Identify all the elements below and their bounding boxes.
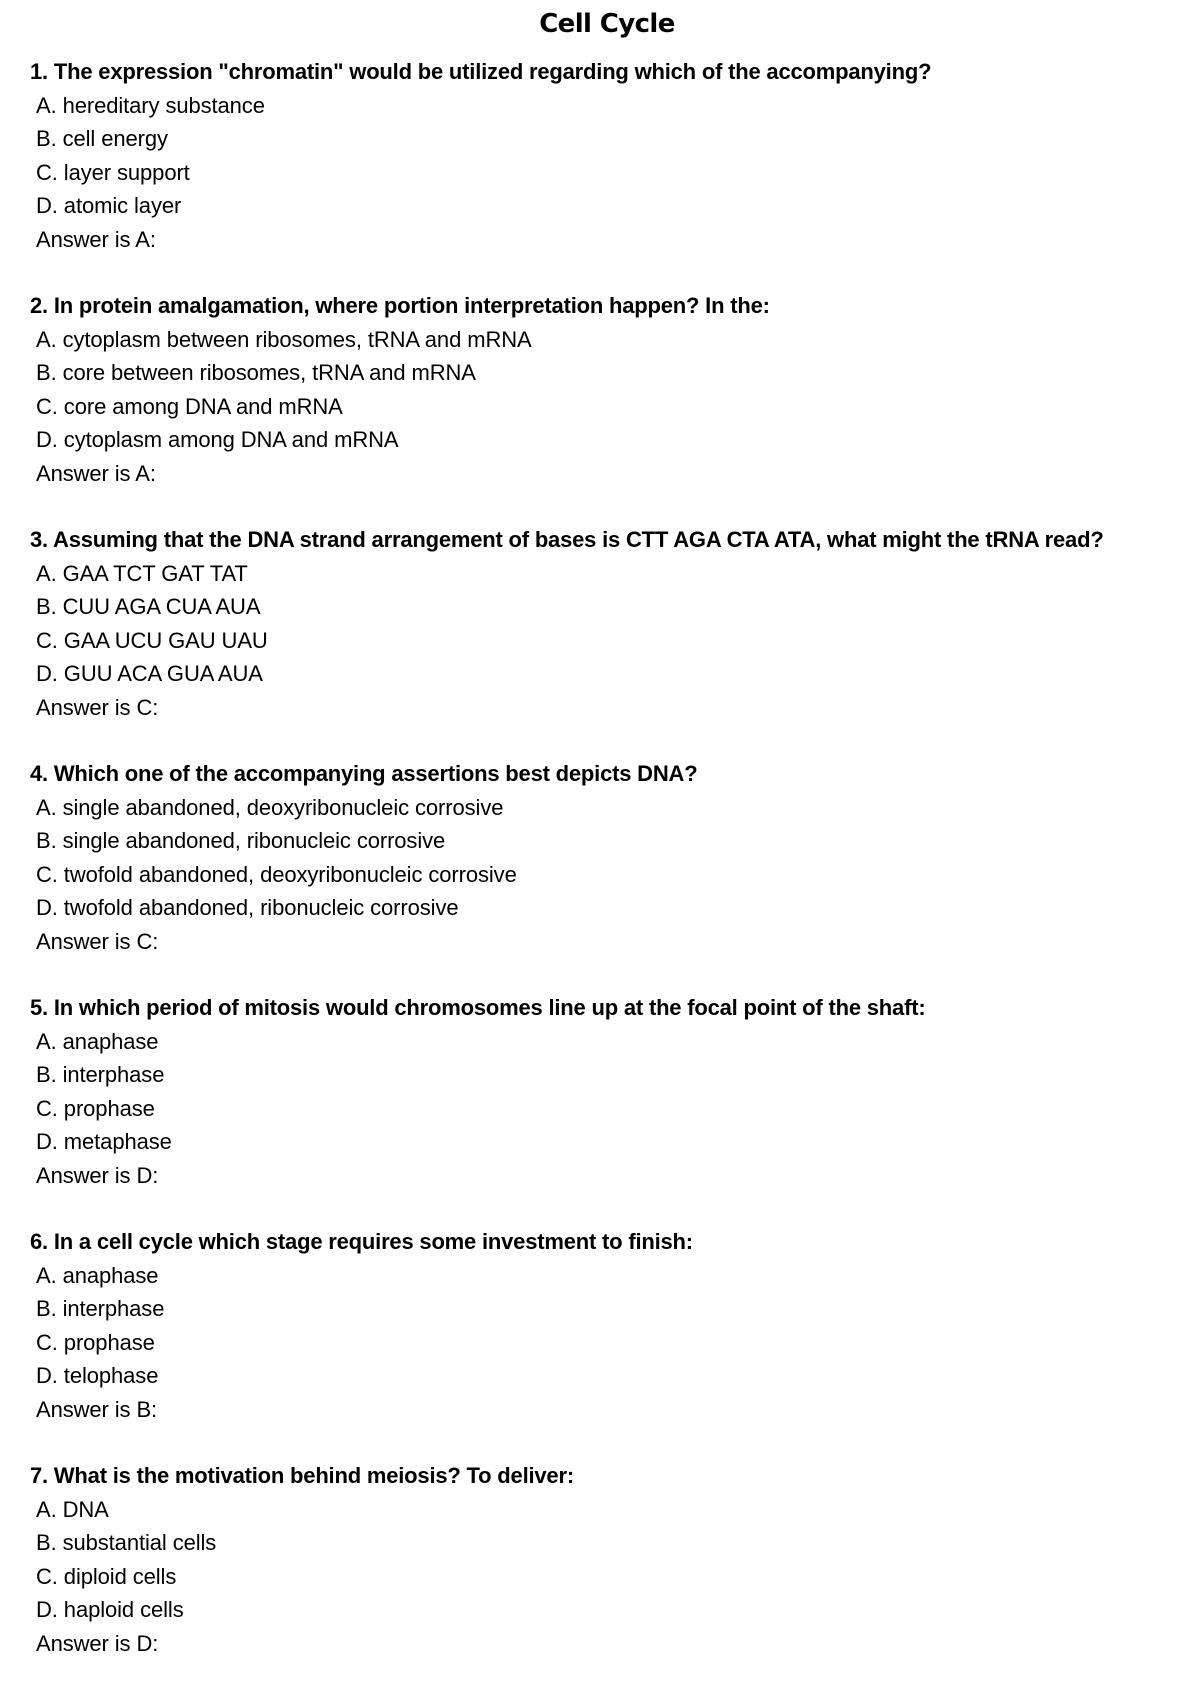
option-c: C. GAA UCU GAU UAU (36, 627, 268, 653)
option-c: C. prophase (36, 1095, 155, 1121)
question-prompt: 3. Assuming that the DNA strand arrangement of bases is CTT AGA CTA ATA, what might the tRNA read? (30, 527, 1104, 552)
answer-line: Answer is D: (36, 1630, 159, 1656)
question-prompt: 2. In protein amalgamation, where portion interpretation happen? In the: (30, 293, 770, 318)
question-prompt: 1. The expression "chromatin" would be utilized regarding which of the accompanying? (30, 59, 932, 84)
question-prompt: 4. Which one of the accompanying assertions best depicts DNA? (30, 761, 698, 786)
answer-line: Answer is A: (36, 460, 156, 486)
question-list (30, 55, 1195, 1693)
option-c: C. layer support (36, 159, 190, 185)
option-b: B. substantial cells (36, 1530, 217, 1555)
question-1 (30, 55, 1195, 256)
answer-line: Answer is C: (36, 928, 159, 954)
option-b: B. interphase (36, 1062, 165, 1087)
option-c: C. twofold abandoned, deoxyribonucleic corrosive (36, 861, 517, 887)
option-a: A. hereditary substance (36, 92, 265, 118)
page-title: Cell Cycle (539, 9, 675, 39)
option-d: D. telophase (36, 1363, 159, 1388)
question-6 (30, 1225, 1195, 1426)
option-b: B. single abandoned, ribonucleic corrosive (36, 828, 446, 853)
question-2 (30, 289, 1195, 490)
option-a: A. single abandoned, deoxyribonucleic corrosive (36, 794, 504, 820)
option-d: D. metaphase (36, 1129, 172, 1154)
question-3 (30, 523, 1195, 724)
option-b: B. core between ribosomes, tRNA and mRNA (36, 360, 476, 385)
question-prompt: 5. In which period of mitosis would chromosomes line up at the focal point of the shaft: (30, 995, 926, 1020)
option-a: A. cytoplasm between ribosomes, tRNA and mRNA (36, 326, 532, 352)
option-d: D. GUU ACA GUA AUA (36, 661, 263, 686)
answer-line: Answer is B: (36, 1396, 158, 1422)
option-b: B. CUU AGA CUA AUA (36, 594, 261, 619)
option-b: B. cell energy (36, 126, 168, 151)
option-d: D. haploid cells (36, 1597, 184, 1622)
option-a: A. anaphase (36, 1262, 159, 1288)
question-7 (30, 1459, 1195, 1660)
option-c: C. core among DNA and mRNA (36, 393, 343, 419)
option-a: A. GAA TCT GAT TAT (36, 560, 248, 586)
option-d: D. twofold abandoned, ribonucleic corrosive (36, 895, 459, 920)
option-c: C. prophase (36, 1329, 155, 1355)
answer-line: Answer is D: (36, 1162, 159, 1188)
option-b: B. interphase (36, 1296, 165, 1321)
question-prompt: 7. What is the motivation behind meiosis? To deliver: (30, 1463, 574, 1488)
option-a: A. DNA (36, 1496, 109, 1522)
question-5 (30, 991, 1195, 1192)
answer-line: Answer is C: (36, 694, 159, 720)
question-4 (30, 757, 1195, 958)
question-prompt: 6. In a cell cycle which stage requires some investment to finish: (30, 1229, 693, 1254)
option-c: C. diploid cells (36, 1563, 177, 1589)
option-d: D. cytoplasm among DNA and mRNA (36, 427, 399, 452)
answer-line: Answer is A: (36, 226, 156, 252)
option-d: D. atomic layer (36, 193, 182, 218)
option-a: A. anaphase (36, 1028, 159, 1054)
